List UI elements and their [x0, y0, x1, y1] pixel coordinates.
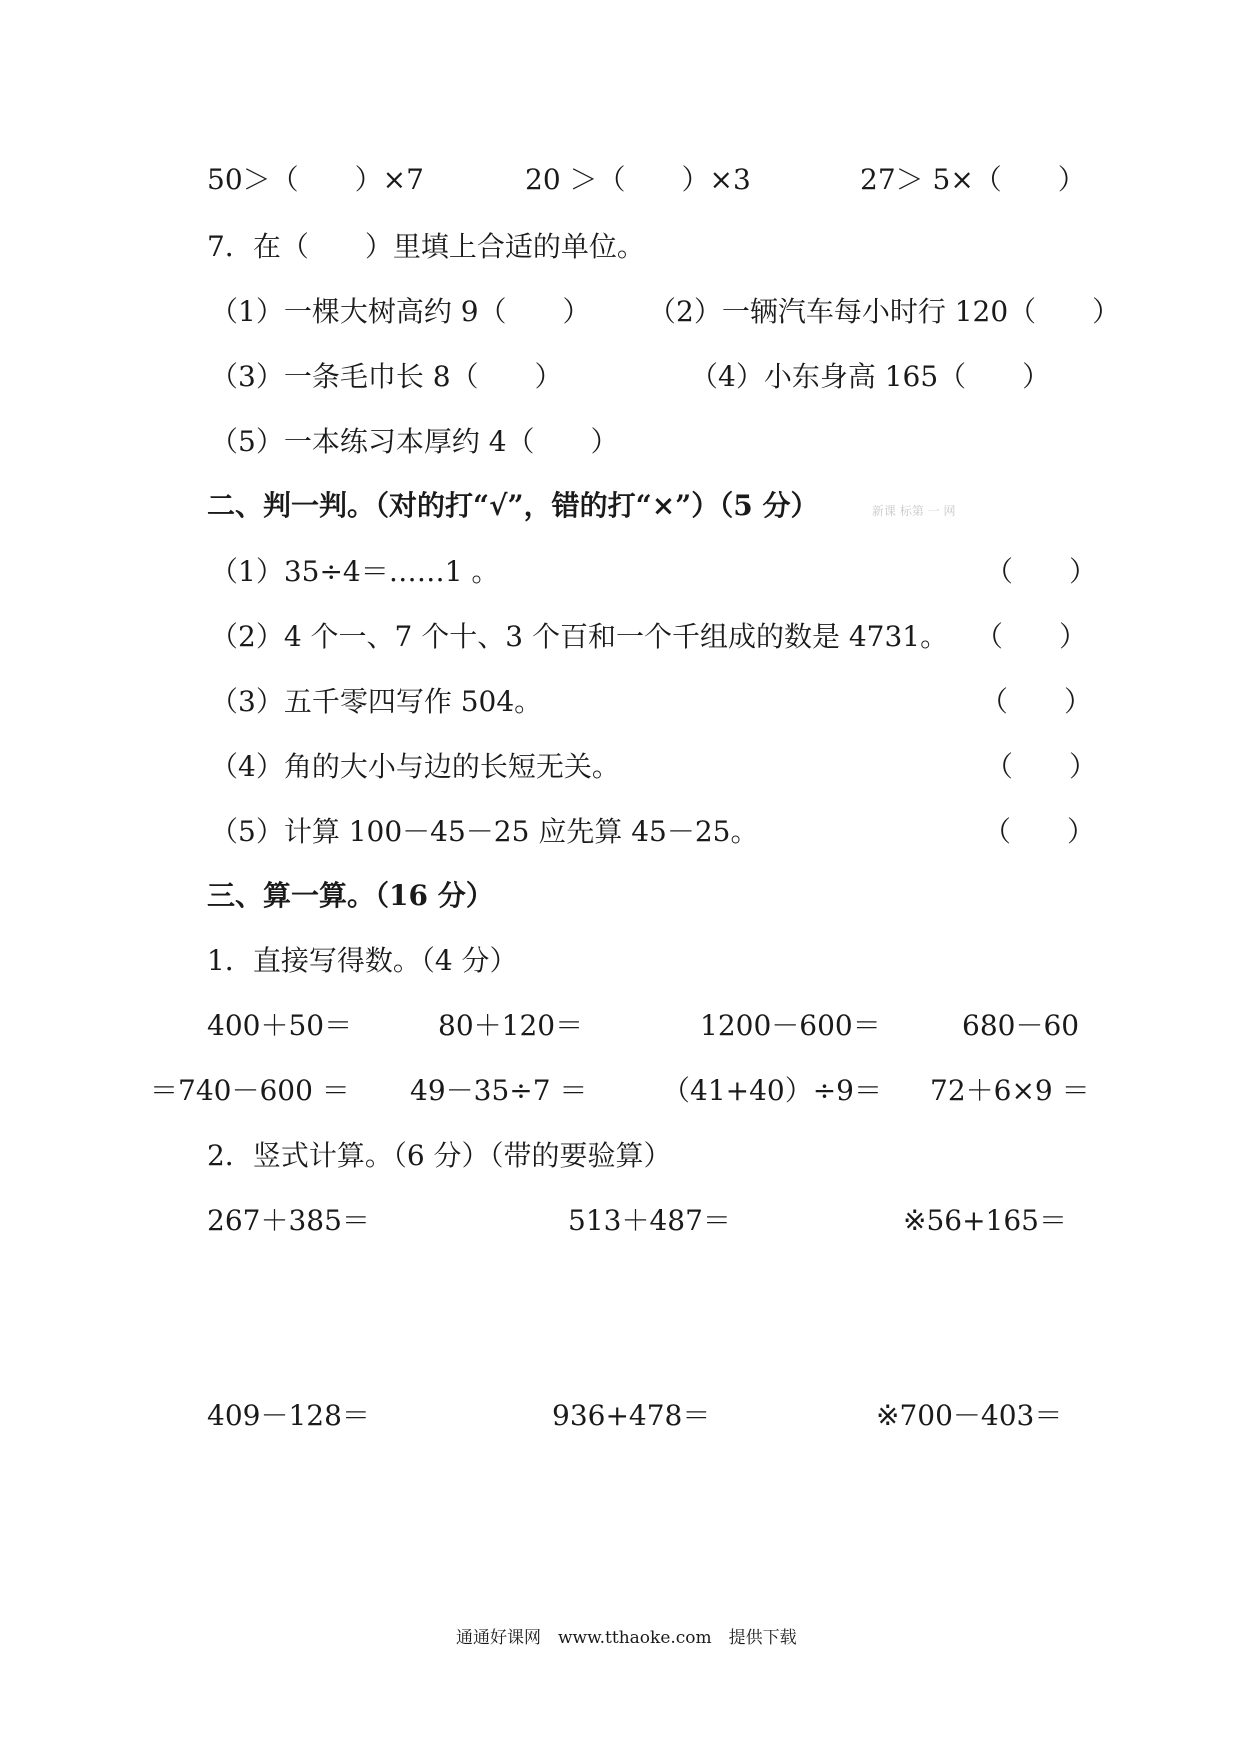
- direct-calc-1: 400＋50＝: [207, 1009, 353, 1042]
- q7-item-5: （5）一本练习本厚约 4（ ）: [210, 425, 619, 458]
- judge-answer-paren-4[interactable]: （ ）: [985, 750, 1098, 783]
- q6-expr-a: 50＞（ ）×7: [207, 163, 424, 196]
- judge-answer-paren-5[interactable]: （ ）: [983, 815, 1096, 848]
- judge-item-2: （2）4 个一、7 个十、3 个百和一个千组成的数是 4731。: [210, 620, 949, 653]
- q6-expr-c: 27＞ 5×（ ）: [860, 163, 1086, 196]
- vertical-calc-title: 2．竖式计算。（6 分）（带的要验算）: [207, 1139, 672, 1172]
- vertical-calc-1: 267＋385＝: [207, 1204, 370, 1237]
- q7-item-1: （1）一棵大树高约 9（ ）: [210, 295, 591, 328]
- footer-source-line: 通通好课网 www.tthaoke.com 提供下载: [456, 1628, 797, 1648]
- direct-calc-3: 1200－600＝: [700, 1009, 881, 1042]
- q7-item-4: （4）小东身高 165（ ）: [690, 360, 1051, 393]
- judge-answer-paren-1[interactable]: （ ）: [985, 555, 1098, 588]
- section3-heading: 三、算一算。（16 分）: [207, 879, 494, 912]
- q7-item-3: （3）一条毛巾长 8（ ）: [210, 360, 563, 393]
- q7-title: 7．在（ ）里填上合适的单位。: [207, 230, 645, 263]
- vertical-calc-2: 513＋487＝: [568, 1204, 731, 1237]
- judge-item-3: （3）五千零四写作 504。: [210, 685, 543, 718]
- direct-calc-5: ＝740－600 ＝: [150, 1074, 350, 1107]
- faint-watermark-note: 新课 标第 一 网: [872, 504, 956, 518]
- direct-calc-7: （41+40）÷9＝: [662, 1074, 882, 1107]
- section2-heading: 二、判一判。（对的打“√”，错的打“×”）（5 分）: [207, 489, 819, 522]
- vertical-calc-5: 936+478＝: [552, 1399, 711, 1432]
- direct-calc-title: 1．直接写得数。（4 分）: [207, 944, 518, 977]
- judge-item-5: （5）计算 100－45－25 应先算 45－25。: [210, 815, 759, 848]
- direct-calc-2: 80＋120＝: [438, 1009, 584, 1042]
- direct-calc-8: 72＋6×9 ＝: [930, 1074, 1090, 1107]
- judge-item-4: （4）角的大小与边的长短无关。: [210, 750, 620, 783]
- vertical-calc-4: 409－128＝: [207, 1399, 370, 1432]
- direct-calc-6: 49－35÷7 ＝: [410, 1074, 588, 1107]
- judge-item-1: （1）35÷4＝……1 。: [210, 555, 500, 588]
- vertical-calc-6: ※700－403＝: [876, 1399, 1063, 1432]
- q6-expr-b: 20 ＞（ ）×3: [525, 163, 751, 196]
- judge-answer-paren-3[interactable]: （ ）: [980, 685, 1093, 718]
- direct-calc-4: 680－60: [962, 1009, 1080, 1042]
- q7-item-2: （2）一辆汽车每小时行 120（ ）: [648, 295, 1121, 328]
- judge-answer-paren-2[interactable]: （ ）: [975, 620, 1088, 653]
- vertical-calc-3: ※56+165＝: [903, 1204, 1067, 1237]
